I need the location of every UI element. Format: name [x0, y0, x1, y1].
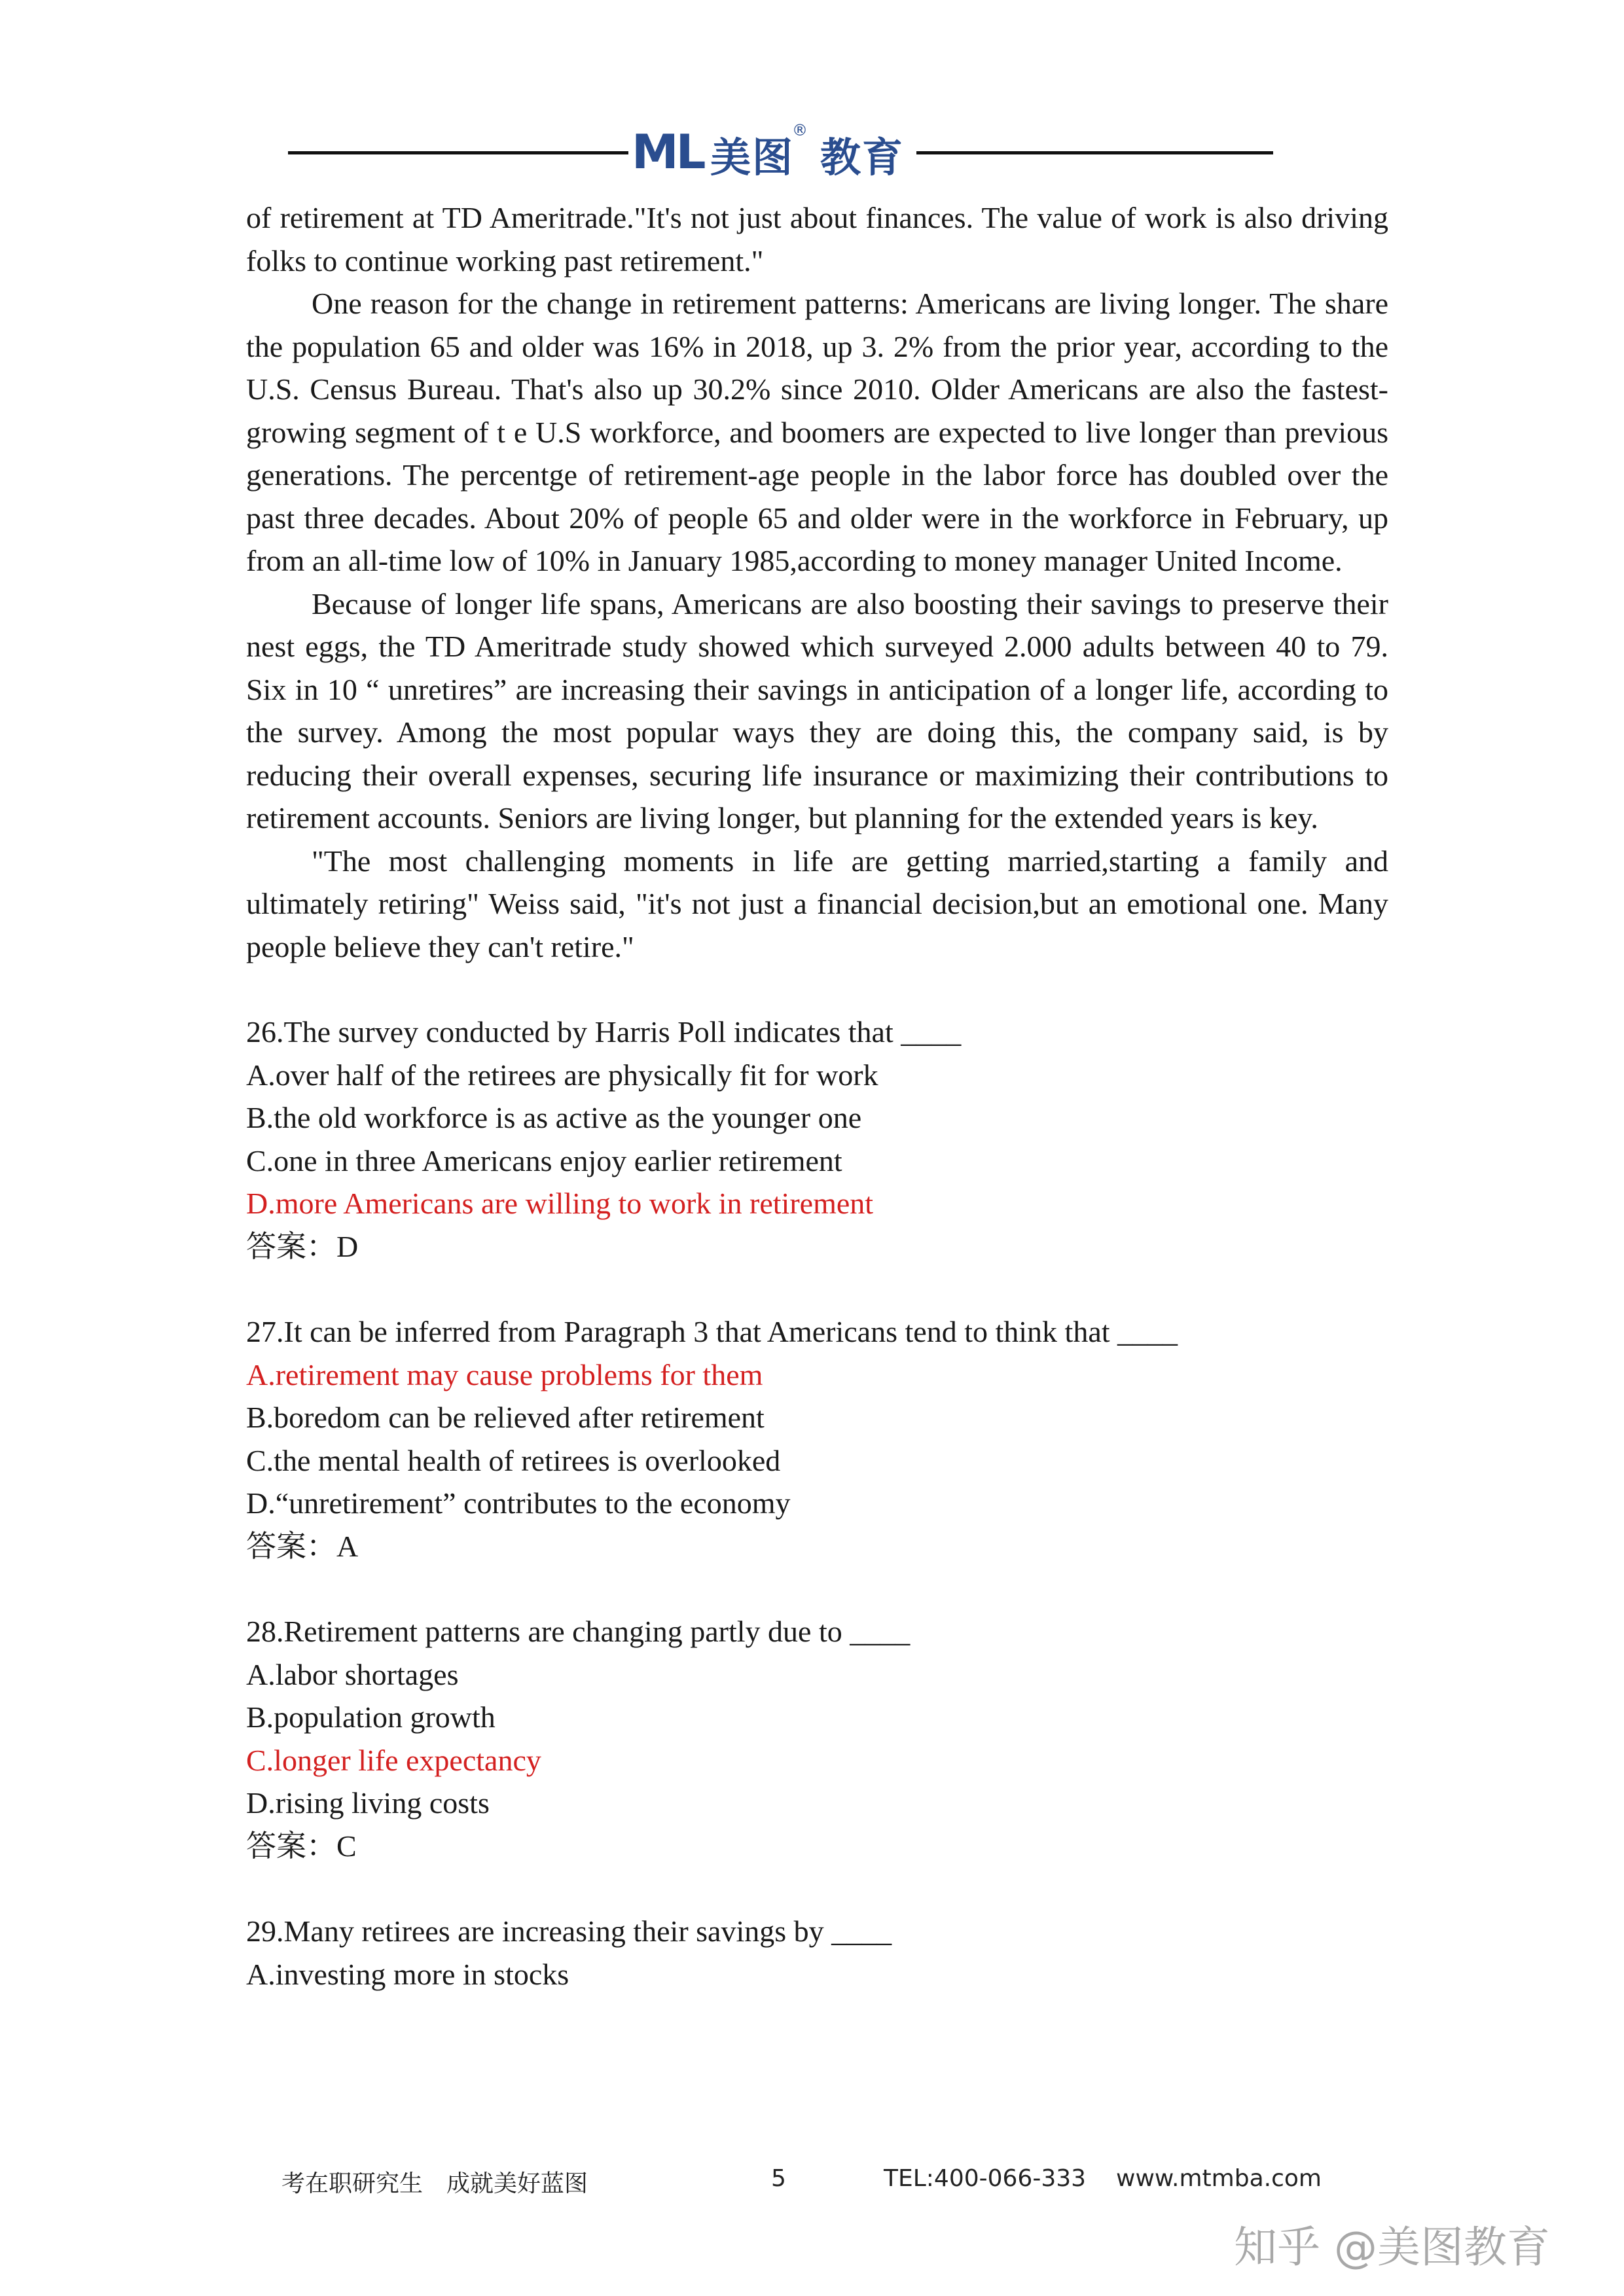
header-rule-right: [916, 151, 1273, 154]
header-rule-left: [288, 151, 628, 154]
page-header: [0, 121, 1624, 187]
correct-option: D.more Americans are willing to work in retirement: [246, 1187, 874, 1220]
answer-key: 答案：D: [246, 1229, 359, 1263]
logo-text: 美图 教育: [710, 134, 905, 181]
footer-slogan: 考在职研究生 成就美好蓝图: [281, 2170, 588, 2197]
zhihu-watermark: 知乎 @美图教育: [1234, 2222, 1550, 2272]
brand-logo: [632, 121, 913, 187]
option: B.the old workforce is as active as the younger one: [246, 1101, 862, 1134]
question-stem: 26.The survey conducted by Harris Poll indicates that ____: [246, 1015, 962, 1049]
answer-key: 答案：C: [246, 1829, 357, 1863]
option: C.the mental health of retirees is overlooked: [246, 1443, 781, 1477]
logo-mark: ML: [632, 124, 704, 179]
passage-paragraph: of retirement at TD Ameritrade."It's not just about finances. The value of work is also driving folks to continue working past retirement.": [246, 201, 1388, 278]
question-29: [246, 1910, 1388, 1996]
page-number: 5: [771, 2165, 786, 2192]
question-27: [246, 1310, 1388, 1568]
passage-paragraph: Because of longer life spans, Americans are also boosting their savings to preserve their nest eggs, the TD Ameritrade study showed which surveyed 2.000 adults between 40 to 79. Six in 10 “ unretires” are increasing their savings in anticipation of a longer life, according to the survey. Among the most popular ways they are doing this, the company said, is by reducing their overall expenses, securing life insurance or maximizing their contributions to retirement accounts. Seniors are living longer, but planning for the extended years is key.: [246, 586, 1388, 834]
option: D.rising living costs: [246, 1786, 490, 1820]
option: A.labor shortages: [246, 1657, 459, 1691]
question-28: [246, 1610, 1388, 1867]
registered-mark: ®: [792, 121, 808, 139]
question-stem: 27.It can be inferred from Paragraph 3 that Americans tend to think that ____: [246, 1315, 1178, 1348]
answer-key: 答案：A: [246, 1529, 359, 1563]
passage-paragraph: One reason for the change in retirement patterns: Americans are living longer. The share the population 65 and older was 16% in 2018, up 3. 2% from the prior year, according to the U.S. Census Bureau. That's also up 30.2% since 2010. Older Americans are also the fastest-growing segment of t e U.S workforce, and boomers are expected to live longer than previous generations. The percentge of retirement-age people in the labor force has doubled over the past three decades. About 20% of people 65 and older were in the workforce in February, up from an all-time low of 10% in January 1985,according to money manager United Income.: [246, 287, 1388, 577]
option: C.one in three Americans enjoy earlier retirement: [246, 1143, 842, 1177]
question-26: [246, 1011, 1388, 1268]
option: B.population growth: [246, 1700, 496, 1734]
passage-paragraph: "The most challenging moments in life are getting married,starting a family and ultimately retiring" Weiss said, "it's not just a financial decision,but an emotional one. Many people believe they can't retire.": [246, 844, 1388, 963]
question-stem: 29.Many retirees are increasing their savings by ____: [246, 1914, 892, 1948]
footer-telephone: TEL:400-066-333: [884, 2165, 1087, 2192]
footer-website[interactable]: www.mtmba.com: [1116, 2165, 1322, 2192]
correct-option: A.retirement may cause problems for them: [246, 1357, 763, 1391]
question-stem: 28.Retirement patterns are changing partly due to ____: [246, 1615, 911, 1648]
option: B.boredom can be relieved after retirement: [246, 1401, 765, 1434]
option: A.investing more in stocks: [246, 1957, 569, 1991]
correct-option: C.longer life expectancy: [246, 1743, 541, 1777]
option: D.“unretirement” contributes to the economy: [246, 1486, 791, 1520]
page-footer: [0, 2165, 1624, 2204]
option: A.over half of the retirees are physically fit for work: [246, 1058, 878, 1092]
document-body: [246, 196, 1388, 1996]
